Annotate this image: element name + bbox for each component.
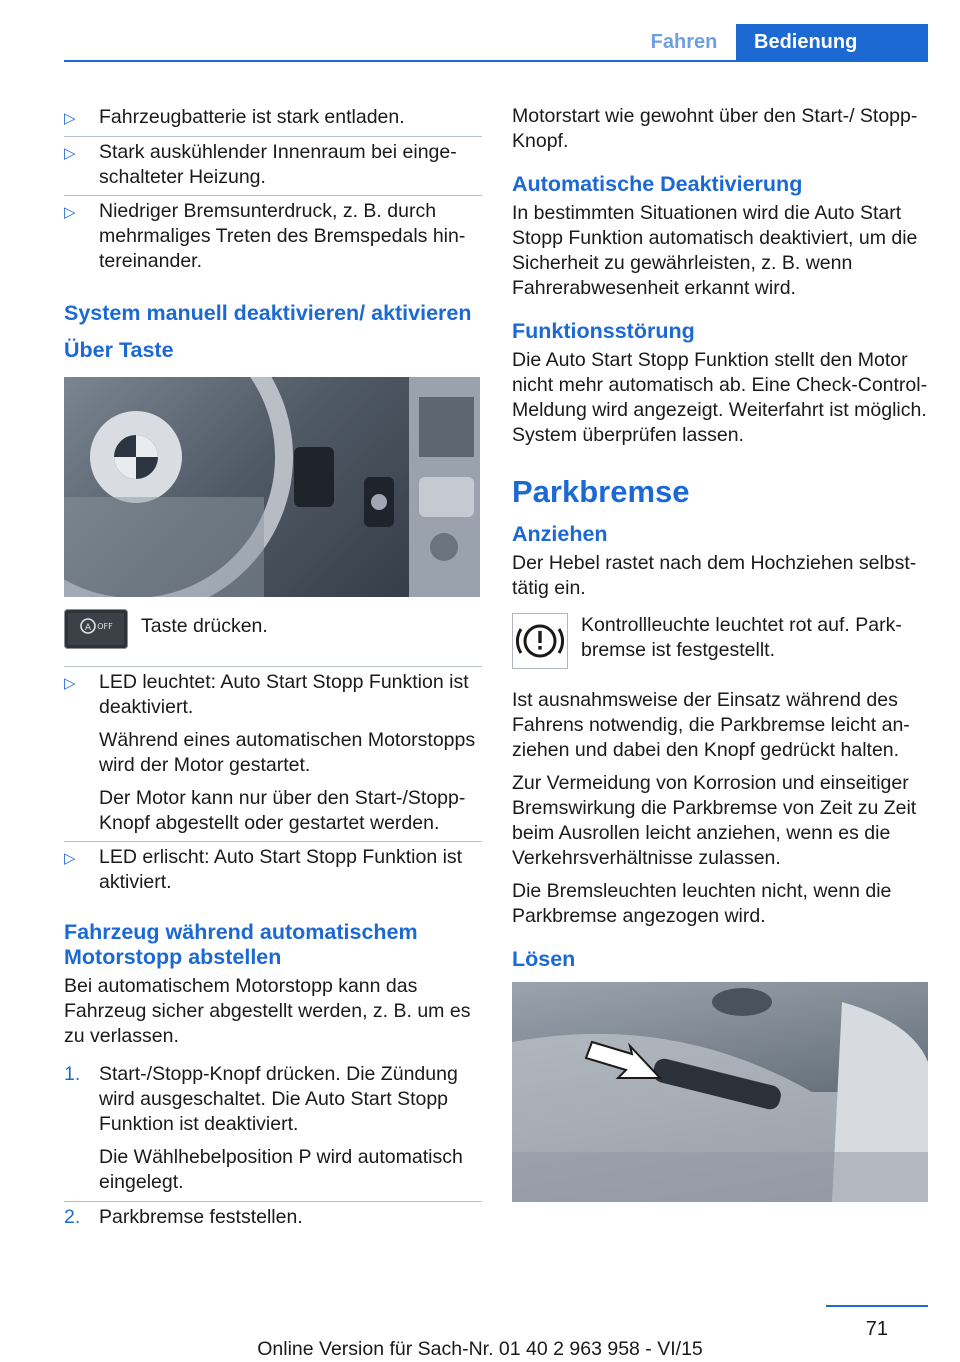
list-item-text: LED erlischt: Auto Start Stopp Funktion ist aktiviert.: [99, 846, 463, 893]
list-item-text: Niedriger Bremsunterdruck, z. B. durch mehrmaliges Treten des Bremspedals hintereinander.: [99, 200, 466, 272]
list-item-text: Parkbremse feststellen.: [99, 1206, 303, 1228]
triangle-right-icon: ▷: [64, 145, 76, 162]
triangle-right-icon: ▷: [64, 675, 76, 692]
page-number: 71: [865, 1318, 888, 1340]
parking-brake-photo: [512, 982, 928, 1202]
triangle-right-icon: ▷: [64, 850, 76, 867]
list-item: [64, 1059, 482, 1202]
page-header: [0, 0, 960, 62]
footer-note: Online Version für Sach-Nr. 01 40 2 963 958 - VI/15: [257, 1338, 703, 1360]
footer-divider: [826, 1305, 928, 1307]
list-item: [64, 137, 482, 196]
parking-brake-illustration: [512, 982, 928, 1202]
heading-funktionsstoerung: Funktionsstörung: [512, 319, 695, 343]
step-number: 1.: [64, 1063, 81, 1085]
list-item-text: Start-/Stopp-Knopf drücken. Die Zündung wird ausgeschaltet. Die Auto Start Stopp Funktion ist deaktiviert.: [99, 1063, 458, 1135]
list-item: [64, 1202, 482, 1236]
header-tab-bedienung[interactable]: Bedienung: [736, 24, 928, 60]
list-item-text: Während eines automatischen Motorstopps wird der Motor gestartet.: [99, 729, 476, 776]
list-item: [64, 842, 482, 900]
step-number: 2.: [64, 1206, 81, 1228]
steering-wheel-illustration: [64, 377, 480, 597]
intro-paragraph: Motorstart wie gewohnt über den Start-/ Stopp-Knopf.: [512, 105, 918, 152]
header-divider: [64, 60, 928, 62]
button-caption: Taste drücken.: [141, 615, 268, 637]
auto-deakt-paragraph: In bestimmten Situationen wird die Auto Start Stopp Funktion automatisch deaktiviert, um die Sicherheit zu gewährleisten, z. B. wenn Fahrerabwesenheit erkannt wird.: [512, 202, 918, 299]
stoerung-paragraph: Die Auto Start Stopp Funktion stellt den Motor nicht mehr automatisch ab. Eine Check-Control-Meldung wird angezeigt. Weiterfahrt ist möglich. System überprüfen lassen.: [512, 349, 928, 446]
heading-system-manuell: System manuell deaktivieren/ aktivieren: [64, 301, 472, 325]
triangle-right-icon: ▷: [64, 204, 76, 221]
left-column: [64, 102, 482, 1236]
list-item: [64, 196, 482, 279]
heading-loesen: Lösen: [512, 947, 576, 971]
svg-text:A: A: [84, 623, 92, 633]
warning-caption: Kontrollleuchte leuchtet rot auf. Parkbremse ist festgestellt.: [581, 614, 902, 661]
button-label-off: OFF: [97, 622, 113, 631]
steering-wheel-photo: [64, 377, 480, 597]
warning-light-instruction: [512, 613, 930, 676]
auto-start-stop-off-icon: [64, 609, 128, 656]
list-item: [64, 667, 482, 842]
heading-ueber-taste: Über Taste: [64, 338, 174, 362]
header-tab-fahren[interactable]: Fahren: [650, 31, 718, 53]
abstellen-paragraph: Bei automatischem Motorstopp kann das Fahrzeug sicher abgestellt werden, z. B. um es zu verlassen.: [64, 975, 471, 1047]
heading-anziehen: Anziehen: [512, 522, 608, 546]
list-item: [64, 102, 482, 137]
bremsleuchten-paragraph: Die Bremsleuchten leuchten nicht, wenn die Parkbremse angezogen wird.: [512, 880, 892, 927]
notwendig-paragraph: Ist ausnahmsweise der Einsatz während des Fahrens notwendig, die Parkbremse leicht anziehen und dabei den Knopf gedrückt halten.: [512, 689, 910, 761]
button-instruction: [64, 609, 482, 656]
list-item-text: Stark auskühlender Innenraum bei eingeschalteter Heizung.: [99, 141, 457, 188]
parking-brake-warning-icon: [512, 613, 568, 676]
heading-parkbremse: Parkbremse: [512, 474, 690, 509]
anziehen-paragraph: Der Hebel rastet nach dem Hochziehen selbsttätig ein.: [512, 552, 917, 599]
list-item-text: Fahrzeugbatterie ist stark entladen.: [99, 106, 405, 128]
korrosion-paragraph: Zur Vermeidung von Korrosion und einseitiger Bremswirkung die Parkbremse von Zeit zu Zeit beim Ausrollen leicht anziehen, wenn es die Verkehrsverhältnisse zulassen.: [512, 772, 917, 869]
right-column: [512, 102, 930, 1202]
list-item-text: Der Motor kann nur über den Start-/Stopp-Knopf abgestellt oder gestartet werden.: [99, 787, 466, 834]
conditions-bullet-list: [64, 102, 482, 279]
list-item-text: Die Wählhebelposition P wird automatisch eingelegt.: [99, 1146, 463, 1193]
heading-automatische-deaktivierung: Automatische Deaktivierung: [512, 172, 803, 196]
steps-list: [64, 1059, 482, 1236]
led-bullet-list: [64, 666, 482, 900]
list-item-text: LED leuchtet: Auto Start Stopp Funktion ist deaktiviert.: [99, 671, 469, 718]
triangle-right-icon: ▷: [64, 110, 76, 127]
heading-fahrzeug-abstellen: Fahrzeug während automatischem Motorstopp abstellen: [64, 920, 418, 969]
